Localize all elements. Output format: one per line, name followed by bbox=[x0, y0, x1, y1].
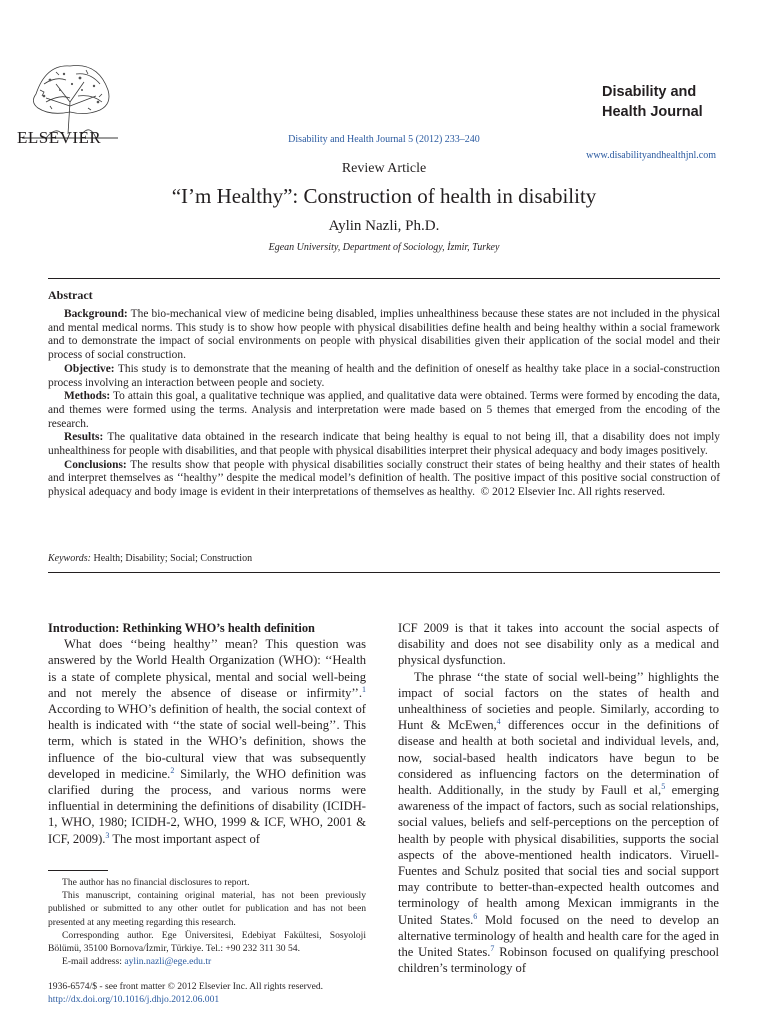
abstract-results bbox=[48, 431, 720, 458]
background-text: The bio-mechanical view of medicine being disabled, implies unhealthiness because these states are not included in the physical and mental medical norms. This study is to show how people with physical disabilities define health and being healthy within a social framework and to demonstrate the impact of social environments on people with physical disabilities given their application of the social model and their process of social construction. bbox=[48, 308, 720, 362]
article-title: “I’m Healthy”: Construction of health in disability bbox=[171, 184, 597, 208]
footnote-email bbox=[48, 955, 366, 968]
body-paragraph bbox=[398, 669, 719, 977]
citation-link[interactable]: 3 bbox=[105, 830, 110, 840]
abstract-copyright: © 2012 Elsevier Inc. All rights reserved. bbox=[480, 486, 666, 499]
email-link[interactable]: aylin.nazli@ege.edu.tr bbox=[124, 956, 212, 968]
results-text: The qualitative data obtained in the research indicate that being healthy is equal to not being ill, that a disability does not imply unhealthiness for people with disabilities, and that people with physical disabilities interpret their physical adequacy and body images positively. bbox=[48, 431, 720, 458]
abstract-conclusions bbox=[48, 459, 720, 500]
keywords-label: Keywords: bbox=[48, 553, 91, 564]
body-left-column bbox=[48, 620, 366, 847]
citation-link[interactable]: 1 bbox=[362, 684, 366, 694]
abstract-bottom-divider bbox=[48, 572, 720, 573]
citation-link[interactable]: 5 bbox=[661, 781, 666, 791]
body-text: What does ‘‘being healthy’’ mean? This question was answered by the World Health Organization (WHO): ‘‘Health is a state of complete physical, mental and social well-being and not merely the absence of disease or infirmity’’. bbox=[48, 637, 366, 700]
journal-url-link[interactable]: www.disabilityandhealthjnl.com bbox=[586, 150, 716, 161]
body-text: Mold focused on the need to develop an alternative terminology of health and health care for the aged in the United States. bbox=[398, 912, 720, 960]
abstract-heading: Abstract bbox=[48, 288, 93, 302]
issn-line: 1936-6574/$ - see front matter © 2012 Elsevier Inc. All rights reserved. bbox=[48, 981, 324, 992]
abstract-body bbox=[48, 308, 720, 500]
abstract-objective bbox=[48, 363, 720, 390]
body-text: According to WHO’s definition of health, the social context of health is indicated with ‘‘the state of social well-being’’. This term, which is stated in the WHO’s definition, shows the influence of the bio-cultural view that was subsequently developed in medicine. bbox=[48, 702, 366, 781]
body-right-column bbox=[398, 620, 719, 976]
body-paragraph bbox=[48, 636, 366, 847]
abstract-methods bbox=[48, 390, 720, 431]
conclusions-text: The results show that people with physical disabilities socially construct their states of being healthy and their states of health and interpret themselves as ‘‘healthy’’ despite the medical model’s definition of health. The positive impact of this positive social construction of physical adequacy and body image is evident in their interpretations of themselves as healthy. bbox=[48, 458, 720, 499]
journal-citation[interactable]: Disability and Health Journal 5 (2012) 233–240 bbox=[288, 134, 480, 145]
objective-label: Objective: bbox=[64, 362, 115, 375]
body-text: The phrase ‘‘the state of social well-being’’ highlights the impact of social factors on the states of health and unhealthiness of societies and people. Similarly, according to Hunt & McEwen, bbox=[398, 669, 719, 733]
author-affiliation: Egean University, Department of Sociology, İzmir, Turkey bbox=[268, 242, 500, 253]
abstract-top-divider bbox=[48, 278, 720, 279]
article-author: Aylin Nazli, Ph.D. bbox=[328, 218, 440, 234]
body-text: Similarly, the WHO definition was clarified during the process, and various norms were influential in determining the definitions of disability (ICIDH-1, WHO, 1980; ICIDH-2, WHO, 1999 & ICF, WHO, 2001 & ICF, 2009). bbox=[48, 766, 366, 846]
conclusions-label: Conclusions: bbox=[64, 458, 127, 471]
footnotes bbox=[48, 876, 366, 968]
results-label: Results: bbox=[64, 431, 104, 444]
email-label: E-mail address: bbox=[62, 956, 122, 968]
journal-brand-line1: Disability and bbox=[602, 84, 697, 100]
methods-text: To attain this goal, a qualitative technique was applied, and qualitative data were obtained. Terms were formed by encoding the data, and themes were formed using the terms. Analysis and interpretation were made based on 5 themes that emerged from the encoding of the research. bbox=[48, 390, 720, 430]
citation-link[interactable]: 6 bbox=[473, 911, 478, 921]
journal-brand bbox=[602, 82, 703, 122]
objective-text: This study is to demonstrate that the meaning of health and the definition of oneself as healthy take place in a social-construction process involving an interaction between people and society. bbox=[48, 362, 720, 389]
footnote: Corresponding author. Ege Üniversitesi, Edebiyat Fakültesi, Sosyoloji Bölümü, 35100 Bornova/İzmir, Türkiye. Tel.: +90 232 311 30 54. bbox=[48, 929, 366, 955]
keywords bbox=[48, 553, 252, 564]
abstract-background bbox=[48, 308, 720, 363]
methods-label: Methods: bbox=[64, 390, 111, 403]
body-text: The most important aspect of bbox=[112, 831, 260, 846]
doi-link[interactable]: http://dx.doi.org/10.1016/j.dhjo.2012.06.001 bbox=[48, 994, 220, 1005]
publisher-name: ELSEVIER bbox=[17, 128, 102, 147]
citation-link[interactable]: 2 bbox=[170, 765, 175, 775]
keywords-text: Health; Disability; Social; Construction bbox=[93, 553, 253, 564]
section-heading: Introduction: Rethinking WHO’s health definition bbox=[48, 621, 315, 635]
citation-link[interactable]: 7 bbox=[490, 943, 495, 953]
article-type: Review Article bbox=[341, 161, 427, 176]
body-paragraph: ICF 2009 is that it takes into account the social aspects of disability and does not see disability only as a medical and physical dysfunction. bbox=[398, 621, 719, 668]
background-label: Background: bbox=[64, 308, 128, 320]
citation-link[interactable]: 4 bbox=[496, 717, 501, 727]
footnote-divider bbox=[48, 870, 108, 871]
footnote: This manuscript, containing original material, has not been previously published or submitted to any other outlet for publication and has not been presented at any meeting regarding this research. bbox=[48, 890, 366, 928]
body-text: differences occur in the definitions of disease and health at both societal and individual levels, and, now, social-based health indicators have begun to be considered as influencing factors on the determination of health. Additionally, in the study by Faull et al, bbox=[398, 718, 719, 798]
front-matter bbox=[48, 980, 323, 1006]
body-text: emerging awareness of the impact of factors, such as social relationships, social values, beliefs and self-perceptions on the perception of health by people with physical disabilities, supports the social aspects of the above-mentioned health indicators. Viruell-Fuentes and Schulz posited that social ties and social support may contribute to better-than-expected health outcomes and terminology of health among Mexican immigrants in the United States. bbox=[398, 783, 719, 927]
journal-brand-line2: Health Journal bbox=[602, 104, 703, 120]
footnote: The author has no financial disclosures to report. bbox=[62, 877, 250, 888]
body-text: Robinson focused on qualifying preschool children’s terminology of bbox=[398, 945, 719, 976]
